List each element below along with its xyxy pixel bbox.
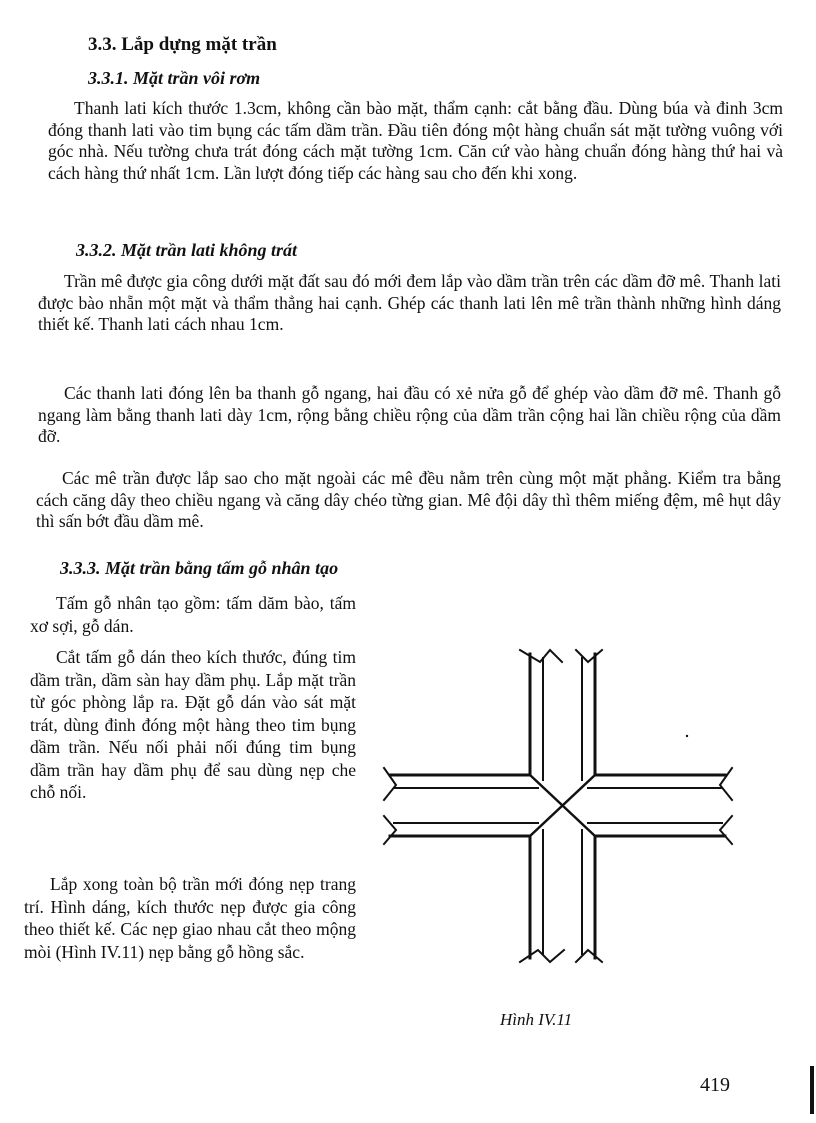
figure-crossing-battens xyxy=(380,640,750,980)
paragraph-1-1: Thanh lati kích thước 1.3cm, không cần bào mặt, thẩm cạnh: cắt bằng đầu. Dùng búa và đinh 3cm đóng thanh lati vào tim bụng các tấm dầm trần. Đầu tiên đóng một hàng chuẩn sát mặt tường vuông với góc nhà. Nếu tường chưa trát đóng cách mặt tường 1cm. Căn cứ vào hàng chuẩn đóng hàng thứ hai và cách hàng thứ nhất 1cm. Lần lượt đóng tiếp các hàng sau cho đến khi xong. xyxy=(48,98,783,183)
page-number: 419 xyxy=(700,1074,730,1096)
subsection-heading-2: 3.3.2. Mặt trần lati không trát xyxy=(76,240,298,260)
paragraph-2-1: Trần mê được gia công dưới mặt đất sau đó mới đem lắp vào dầm trần trên các dầm đỡ mê. Thanh lati được bào nhẵn một mặt và thẩm thẳng hai cạnh. Ghép các thanh lati lên mê trần thành những hình dáng thiết kế. Thanh lati cách nhau 1cm. xyxy=(38,271,781,334)
section-heading: 3.3. Lắp dựng mặt trần xyxy=(88,34,277,55)
figure-caption: Hình IV.11 xyxy=(500,1010,573,1029)
paragraph-2-3: Các mê trần được lắp sao cho mặt ngoài các mê đều nằm trên cùng một mặt phẳng. Kiểm tra bằng cách căng dây theo chiều ngang và căng dây chéo từng gian. Mê đội dây thì thêm miếng đệm, mê hụt dây thì sấn bớt đầu dầm mê. xyxy=(36,468,781,531)
paragraph-3-3: Lắp xong toàn bộ trần mới đóng nẹp trang trí. Hình dáng, kích thước nẹp được gia công theo thiết kế. Các nẹp giao nhau cắt theo mộng mòi (Hình IV.11) nẹp bằng gỗ hồng sắc. xyxy=(24,874,356,962)
subsection-heading-1: 3.3.1. Mặt trần vôi rơm xyxy=(88,68,261,88)
subsection-heading-3: 3.3.3. Mặt trần bằng tấm gỗ nhân tạo xyxy=(60,558,339,578)
paragraph-2-2: Các thanh lati đóng lên ba thanh gỗ ngang, hai đầu có xẻ nửa gỗ để ghép vào dầm đỡ mê. Thanh gỗ ngang làm bằng thanh lati dày 1cm, rộng bằng chiều rộng của dầm trần cộng hai lần chiều rộng của dầm đỡ. xyxy=(38,383,781,446)
page-edge-mark xyxy=(810,1066,814,1114)
paragraph-3-1: Tấm gỗ nhân tạo gồm: tấm dăm bào, tấm xơ sợi, gỗ dán. xyxy=(30,593,356,636)
paragraph-3-2: Cắt tấm gỗ dán theo kích thước, đúng tim dầm trần, dầm sàn hay dầm phụ. Lắp mặt trần từ góc phòng lắp ra. Đặt gỗ dán vào sát mặt trát, dùng đinh đóng một hàng theo tim bụng dầm trần. Nếu nối phải nối đúng tim bụng dầm trần hay dầm phụ để sau dùng nẹp che chỗ nối. xyxy=(30,647,356,802)
